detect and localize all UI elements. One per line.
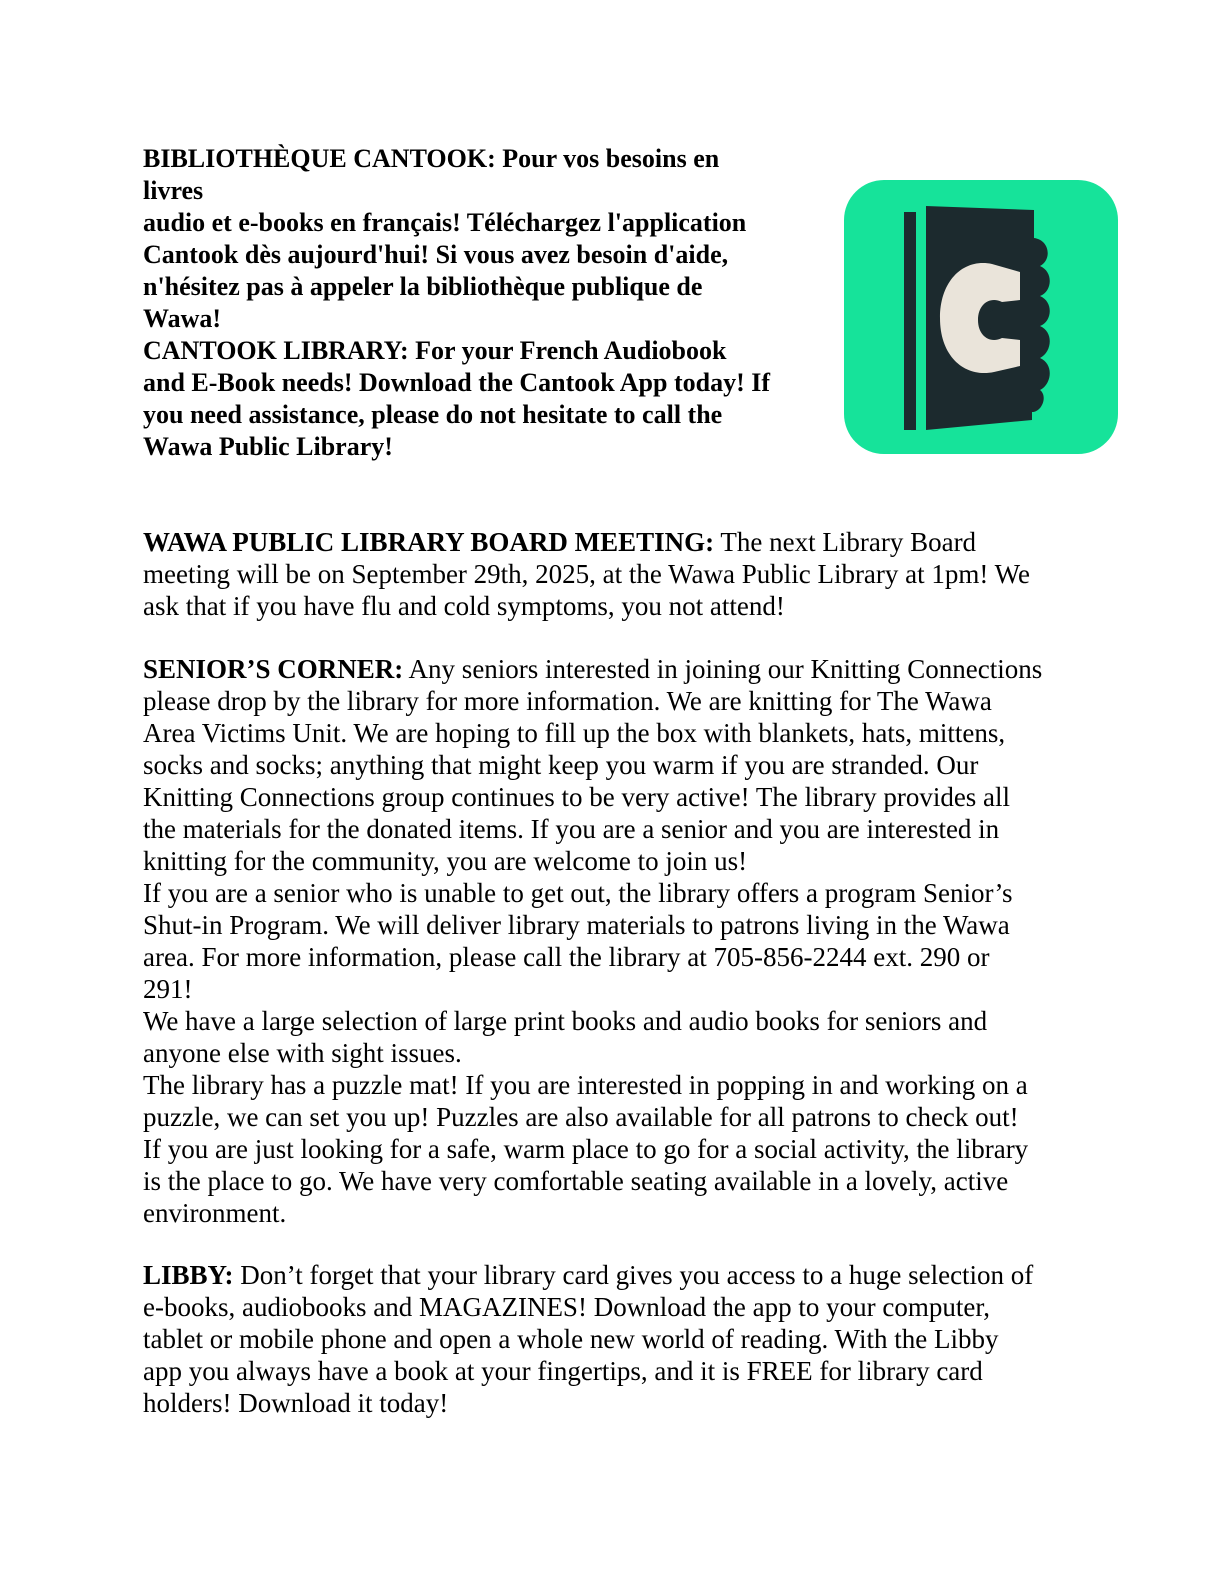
- cantook-line: and E-Book needs! Download the Cantook App today! If: [143, 368, 771, 397]
- cantook-line: audio et e-books en français! Téléchargez l'application: [143, 208, 747, 237]
- board-heading: WAWA PUBLIC LIBRARY BOARD MEETING:: [143, 527, 715, 557]
- board-line-rest: The next Library Board: [714, 527, 977, 557]
- seniors-corner-section: [143, 653, 1083, 1229]
- cantook-line: Wawa Public Library!: [143, 432, 393, 461]
- senior-line: 291!: [143, 974, 193, 1004]
- libby-heading: LIBBY:: [143, 1260, 234, 1290]
- cantook-line: Wawa!: [143, 304, 221, 333]
- senior-line: please drop by the library for more information. We are knitting for The Wawa: [143, 686, 992, 716]
- board-meeting-section: [143, 526, 1083, 622]
- cantook-line: Cantook dès aujourd'hui! Si vous avez besoin d'aide,: [143, 240, 729, 269]
- senior-line: environment.: [143, 1198, 287, 1228]
- senior-line: We have a large selection of large print books and audio books for seniors and: [143, 1006, 988, 1036]
- libby-line: tablet or mobile phone and open a whole new world of reading. With the Libby: [143, 1324, 999, 1354]
- libby-line: app you always have a book at your fingertips, and it is FREE for library card: [143, 1356, 983, 1386]
- libby-line: e-books, audiobooks and MAGAZINES! Download the app to your computer,: [143, 1292, 991, 1322]
- cantook-line: livres: [143, 176, 204, 205]
- senior-line: If you are a senior who is unable to get out, the library offers a program Senior’s: [143, 878, 1013, 908]
- senior-line: socks and socks; anything that might keep you warm if you are stranded. Our: [143, 750, 979, 780]
- senior-first-line: [143, 653, 1083, 685]
- board-line: ask that if you have flu and cold symptoms, you not attend!: [143, 591, 785, 621]
- senior-line: anyone else with sight issues.: [143, 1038, 462, 1068]
- senior-line: knitting for the community, you are welcome to join us!: [143, 846, 748, 876]
- senior-line: puzzle, we can set you up! Puzzles are also available for all patrons to check out!: [143, 1102, 1019, 1132]
- senior-line-rest: Any seniors interested in joining our Knitting Connections: [403, 654, 1043, 684]
- cantook-line: you need assistance, please do not hesitate to call the: [143, 400, 723, 429]
- cantook-line: CANTOOK LIBRARY: For your French Audiobook: [143, 336, 727, 365]
- libby-first-line: [143, 1259, 1083, 1291]
- board-line: meeting will be on September 29th, 2025, at the Wawa Public Library at 1pm! We: [143, 559, 1030, 589]
- senior-line: area. For more information, please call the library at 705-856-2244 ext. 290 or: [143, 942, 990, 972]
- libby-section: [143, 1259, 1083, 1419]
- cantook-line: n'hésitez pas à appeler la bibliothèque publique de: [143, 272, 703, 301]
- cantook-line: BIBLIOTHÈQUE CANTOOK: Pour vos besoins en: [143, 144, 720, 173]
- senior-heading: SENIOR’S CORNER:: [143, 654, 404, 684]
- board-first-line: [143, 526, 1083, 558]
- libby-line-rest: Don’t forget that your library card gives you access to a huge selection of: [233, 1260, 1034, 1290]
- senior-line: The library has a puzzle mat! If you are interested in popping in and working on a: [143, 1070, 1028, 1100]
- senior-line: Knitting Connections group continues to be very active! The library provides all: [143, 782, 1011, 812]
- senior-line: If you are just looking for a safe, warm place to go for a social activity, the library: [143, 1134, 1029, 1164]
- senior-line: Shut-in Program. We will deliver library materials to patrons living in the Wawa: [143, 910, 1010, 940]
- cantook-announcement: [143, 143, 833, 463]
- senior-line: Area Victims Unit. We are hoping to fill up the box with blankets, hats, mittens,: [143, 718, 1006, 748]
- libby-line: holders! Download it today!: [143, 1388, 449, 1418]
- senior-line: the materials for the donated items. If you are a senior and you are interested in: [143, 814, 1000, 844]
- senior-line: is the place to go. We have very comfortable seating available in a lovely, active: [143, 1166, 1009, 1196]
- cantook-book-logo-icon: [844, 180, 1118, 454]
